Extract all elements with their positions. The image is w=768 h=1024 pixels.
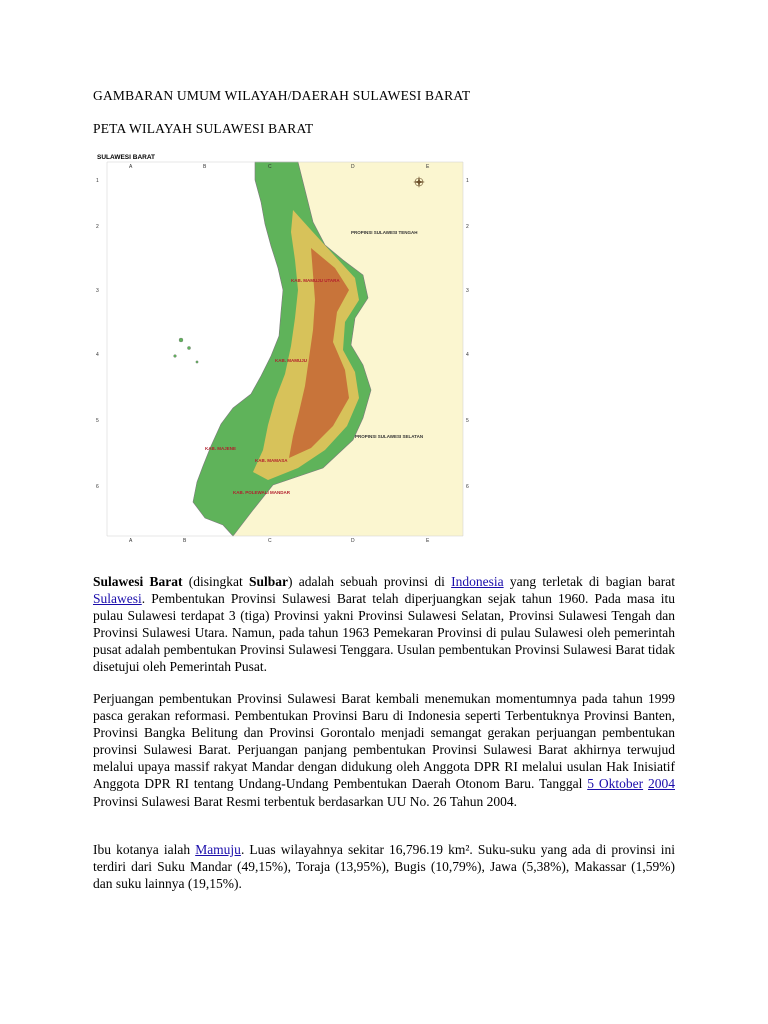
grid-row-3-right: 3: [466, 288, 469, 294]
grid-row-1: 1: [96, 178, 99, 184]
grid-col-d: D: [351, 164, 355, 170]
grid-row-4: 4: [96, 352, 99, 358]
label-central-province: PROPINSI SULAWESI TENGAH: [351, 230, 418, 235]
map-section-heading: PETA WILAYAH SULAWESI BARAT: [93, 121, 314, 136]
link-indonesia[interactable]: Indonesia: [451, 574, 504, 589]
paragraph-capital: [93, 841, 675, 892]
document-title: GAMBARAN UMUM WILAYAH/DAERAH SULAWESI BARAT: [93, 88, 471, 103]
grid-row-5: 5: [96, 418, 99, 424]
grid-col-b-bottom: B: [183, 538, 187, 542]
grid-col-e-bottom: E: [426, 538, 430, 542]
grid-row-4-right: 4: [466, 352, 469, 358]
grid-row-1-right: 1: [466, 178, 469, 184]
text-segment: ) adalah sebuah provinsi di: [288, 574, 452, 589]
paragraph-history: [93, 690, 675, 810]
map-title: SULAWESI BARAT: [97, 154, 156, 161]
label-kab-mamuju: KAB. MAMUJU: [275, 358, 307, 363]
text-segment: Ibu kotanya ialah: [93, 842, 196, 857]
grid-col-c-bottom: C: [268, 538, 272, 542]
term-sulawesi-barat: Sulawesi Barat: [93, 574, 183, 589]
text-segment: . Luas wilayahnya sekitar 16,796.19 km². Suku-suku yang ada di provinsi ini terdiri dari Suku Mandar (49,15%), Toraja (13,95%), Bugis (10,79%), Jawa (5,38%), Makassar (1,59%) dan suku lainnya (19,15%).: [93, 842, 675, 892]
link-mamuju[interactable]: Mamuju: [195, 842, 241, 857]
text-segment: Provinsi Sulawesi Barat Resmi terbentuk berdasarkan UU No. 26 Tahun 2004.: [93, 793, 517, 809]
text-segment: yang terletak di bagian barat: [503, 574, 675, 589]
grid-col-c: C: [268, 164, 272, 170]
link-2004[interactable]: 2004: [648, 776, 675, 792]
grid-row-5-right: 5: [466, 418, 469, 424]
grid-row-3: 3: [96, 288, 99, 294]
text-segment: Perjuangan pembentukan Provinsi Sulawesi Barat kembali menemukan momentumnya pada tahun 1999 pasca gerakan reformasi. Pembentukan Provinsi Baru di Indonesia seperti Terbentuknya Provinsi Banten, Provinsi Bangka Belitung dan Provinsi Gorontalo menjadi semangat gerakan perjuangan pembentukan provinsi Sulawesi Barat. Perjuangan panjang pembentukan Provinsi Sulawesi Barat akhirnya terwujud melalui upaya massif rakyat Mandar dengan didukung oleh Anggota DPR RI melalui usulan Hak Inisiatif Anggota DPR RI tentang Undang-Undang Pembentukan Daerah Otonom Baru. Tanggal: [93, 691, 675, 792]
link-5-oktober[interactable]: 5 Oktober: [587, 776, 644, 792]
grid-row-6-right: 6: [466, 484, 469, 490]
grid-col-a-bottom: A: [129, 538, 133, 542]
grid-row-6: 6: [96, 484, 99, 490]
label-kab-mamasa: KAB. MAMASA: [255, 458, 288, 463]
term-sulbar: Sulbar: [248, 574, 288, 589]
grid-col-e: E: [426, 164, 430, 170]
text-segment: . Pembentukan Provinsi Sulawesi Barat telah diperjuangkan sejak tahun 1960. Pada masa itu pulau Sulawesi terdapat 3 (tiga) Provinsi yakni Provinsi Sulawesi Selatan, Provinsi Sulawesi Tengah dan Provinsi Sulawesi Utara. Namun, pada tahun 1963 Pemekaran Provinsi di pulau Sulawesi oleh pemerintah pusat adalah pembentukan Provinsi Sulawesi Tenggara. Usulan pembentukan Provinsi Sulawesi Barat tidak disetujui oleh Pemerintah Pusat.: [93, 591, 675, 675]
grid-row-2-right: 2: [466, 224, 469, 230]
label-south-province: PROPINSI SULAWESI SELATAN: [355, 434, 424, 439]
label-kab-majene: KAB. MAJENE: [205, 446, 237, 451]
text-segment: (disingkat: [182, 574, 249, 589]
grid-col-a: A: [129, 164, 133, 170]
grid-col-b: B: [203, 164, 207, 170]
label-kab-mamuju-utara: KAB. MAMUJU UTARA: [291, 278, 340, 283]
paragraph-intro: [93, 573, 675, 676]
label-kab-polewali: KAB. POLEWALI MANDAR: [233, 490, 290, 495]
grid-row-2: 2: [96, 224, 99, 230]
grid-col-d-bottom: D: [351, 538, 355, 542]
sulawesi-barat-map: [93, 150, 471, 542]
link-sulawesi[interactable]: Sulawesi: [93, 591, 142, 607]
